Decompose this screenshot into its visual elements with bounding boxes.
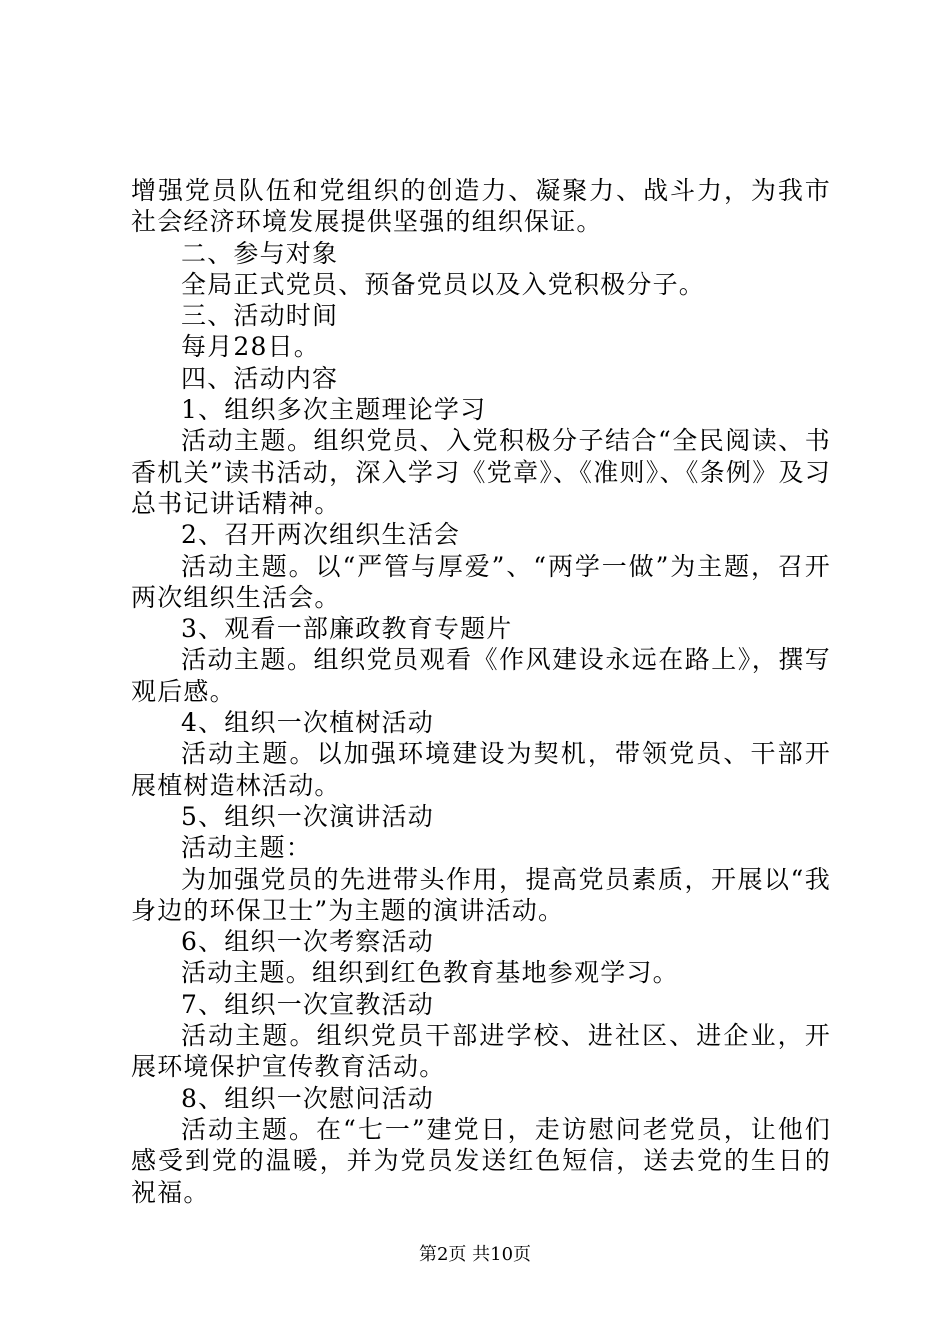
paragraph: 活动主题。组织到红色教育基地参观学习。: [181, 958, 679, 988]
paragraph: 活动主题。以加强环境建设为契机，带领党员、干部开展植树造林活动。: [131, 739, 831, 800]
paragraph: 5、组织一次演讲活动: [181, 801, 434, 831]
paragraph: 增强党员队伍和党组织的创造力、凝聚力、战斗力，为我市社会经济环境发展提供坚强的组织保证。: [131, 176, 831, 237]
paragraph: 二、参与对象: [181, 238, 339, 268]
paragraph: 活动主题。组织党员观看《作风建设永远在路上》，撰写观后感。: [131, 645, 831, 706]
paragraph: 全局正式党员、预备党员以及入党积极分子。: [181, 269, 706, 299]
paragraph: 活动主题。组织党员、入党积极分子结合“全民阅读、书香机关”读书活动，深入学习《党章》、《准则》、《条例》及习总书记讲话精神。: [131, 426, 831, 518]
paragraph: 四、活动内容: [181, 363, 339, 393]
paragraph: 1、组织多次主题理论学习: [181, 395, 487, 425]
paragraph: 2、召开两次组织生活会: [181, 520, 461, 550]
paragraph: 4、组织一次植树活动: [181, 708, 434, 738]
page-footer: 第2页 共10页: [418, 1244, 532, 1265]
document-body: [131, 175, 831, 1208]
paragraph: 8、组织一次慰问活动: [181, 1083, 434, 1113]
paragraph: 7、组织一次宣教活动: [181, 989, 434, 1019]
paragraph: 活动主题。组织党员干部进学校、进社区、进企业，开展环境保护宣传教育活动。: [131, 1021, 831, 1082]
paragraph: 三、活动时间: [181, 301, 339, 331]
paragraph: 3、观看一部廉政教育专题片: [181, 614, 513, 644]
paragraph: 6、组织一次考察活动: [181, 927, 434, 957]
paragraph: 活动主题。以“严管与厚爱”、“两学一做”为主题，召开两次组织生活会。: [131, 551, 831, 612]
paragraph: 活动主题。在“七一”建党日，走访慰问老党员，让他们感受到党的温暖，并为党员发送红色短信，送去党的生日的祝福。: [131, 1114, 831, 1207]
paragraph: 每月28日。: [181, 332, 321, 362]
paragraph: 活动主题：: [181, 833, 313, 863]
paragraph: 为加强党员的先进带头作用，提高党员素质，开展以“我身边的环保卫士”为主题的演讲活动。: [131, 864, 831, 925]
